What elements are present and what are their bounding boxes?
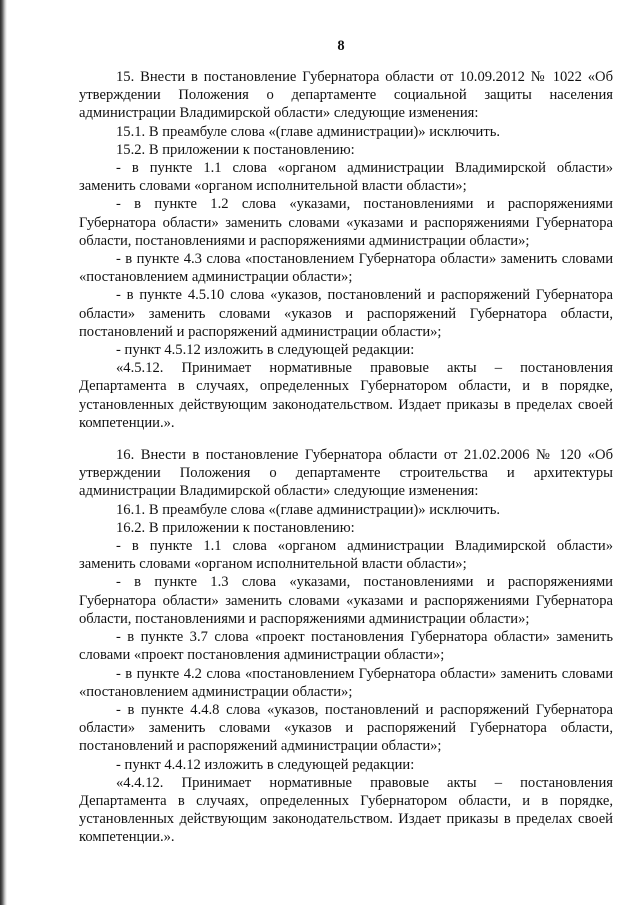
- section-15-bullet-5: - пункт 4.5.12 изложить в следующей редакции:: [116, 342, 415, 359]
- section-16-1: 16.1. В преамбуле слова «(главе администрации)» исключить.: [116, 501, 501, 518]
- section-16-2: 16.2. В приложении к постановлению:: [116, 519, 355, 536]
- section-15-1: 15.1. В преамбуле слова «(главе администрации)» исключить.: [116, 123, 501, 140]
- section-16-intro: 16. Внести в постановление Губернатора области от 21.02.2006 № 120 «Об утверждении Положения о департаменте строительства и архитектуры администрации Владимирской области» следующие изменения:: [79, 447, 613, 500]
- section-15-intro: 15. Внести в постановление Губернатора области от 10.09.2012 № 1022 «Об утверждении Положения о департаменте социальной защиты населения администрации Владимирской области» следующие изменения:: [79, 69, 613, 122]
- section-15-quote: «4.5.12. Принимает нормативные правовые акты – постановления Департамента в случаях, определенных Губернатором области, и в порядке, установленных действующим законодательством. Издает приказы в пределах своей компетенции.».: [79, 360, 613, 431]
- section-16-bullet-4: - в пункте 4.2 слова «постановлением Губернатора области» заменить словами «постановлением администрации области»;: [79, 665, 613, 700]
- section-15-bullet-3: - в пункте 4.3 слова «постановлением Губернатора области» заменить словами «постановлением администрации области»;: [79, 251, 613, 286]
- section-16-bullet-5: - в пункте 4.4.8 слова «указов, постановлений и распоряжений Губернатора области» заменить словами «указов и распоряжений Губернатора области, постановлений и распоряжений администрации области»;: [79, 701, 613, 755]
- section-16-bullet-1: - в пункте 1.1 слова «органом администрации Владимирской области» заменить словами «органом исполнительной власти области»;: [79, 538, 613, 573]
- section-15-bullet-1: - в пункте 1.1 слова «органом администрации Владимирской области» заменить словами «органом исполнительной власти области»;: [79, 160, 613, 195]
- section-16-bullet-3: - в пункте 3.7 слова «проект постановления Губернатора области» заменить словами «проект постановления администрации области»;: [79, 629, 613, 664]
- section-gap: [79, 432, 613, 446]
- section-16-bullet-2: - в пункте 1.3 слова «указами, постановлениями и распоряжениями Губернатора области» заменить словами «указами и распоряжениями Губернатора области, постановлениями и распоряжениями администрации области»;: [79, 574, 613, 627]
- section-15-bullet-2: - в пункте 1.2 слова «указами, постановлениями и распоряжениями Губернатора области» заменить словами «указами и распоряжениями Губернатора области, постановлениями и распоряжениями администрации области»;: [79, 196, 613, 249]
- section-16-quote: «4.4.12. Принимает нормативные правовые акты – постановления Департамента в случаях, определенных Губернатором области, и в порядке, установленных действующим законодательством. Издает приказы в пределах своей компетенции.».: [79, 774, 613, 846]
- section-15-bullet-4: - в пункте 4.5.10 слова «указов, постановлений и распоряжений Губернатора области» заменить словами «указов и распоряжений Губернатора области, постановлений и распоряжений администрации области»;: [79, 287, 613, 340]
- page-number: 8: [337, 38, 345, 54]
- scan-edge-shadow: [0, 0, 7, 905]
- section-15-2: 15.2. В приложении к постановлению:: [116, 141, 355, 158]
- section-16-bullet-6: - пункт 4.4.12 изложить в следующей редакции:: [116, 756, 415, 773]
- document-body: [79, 68, 613, 847]
